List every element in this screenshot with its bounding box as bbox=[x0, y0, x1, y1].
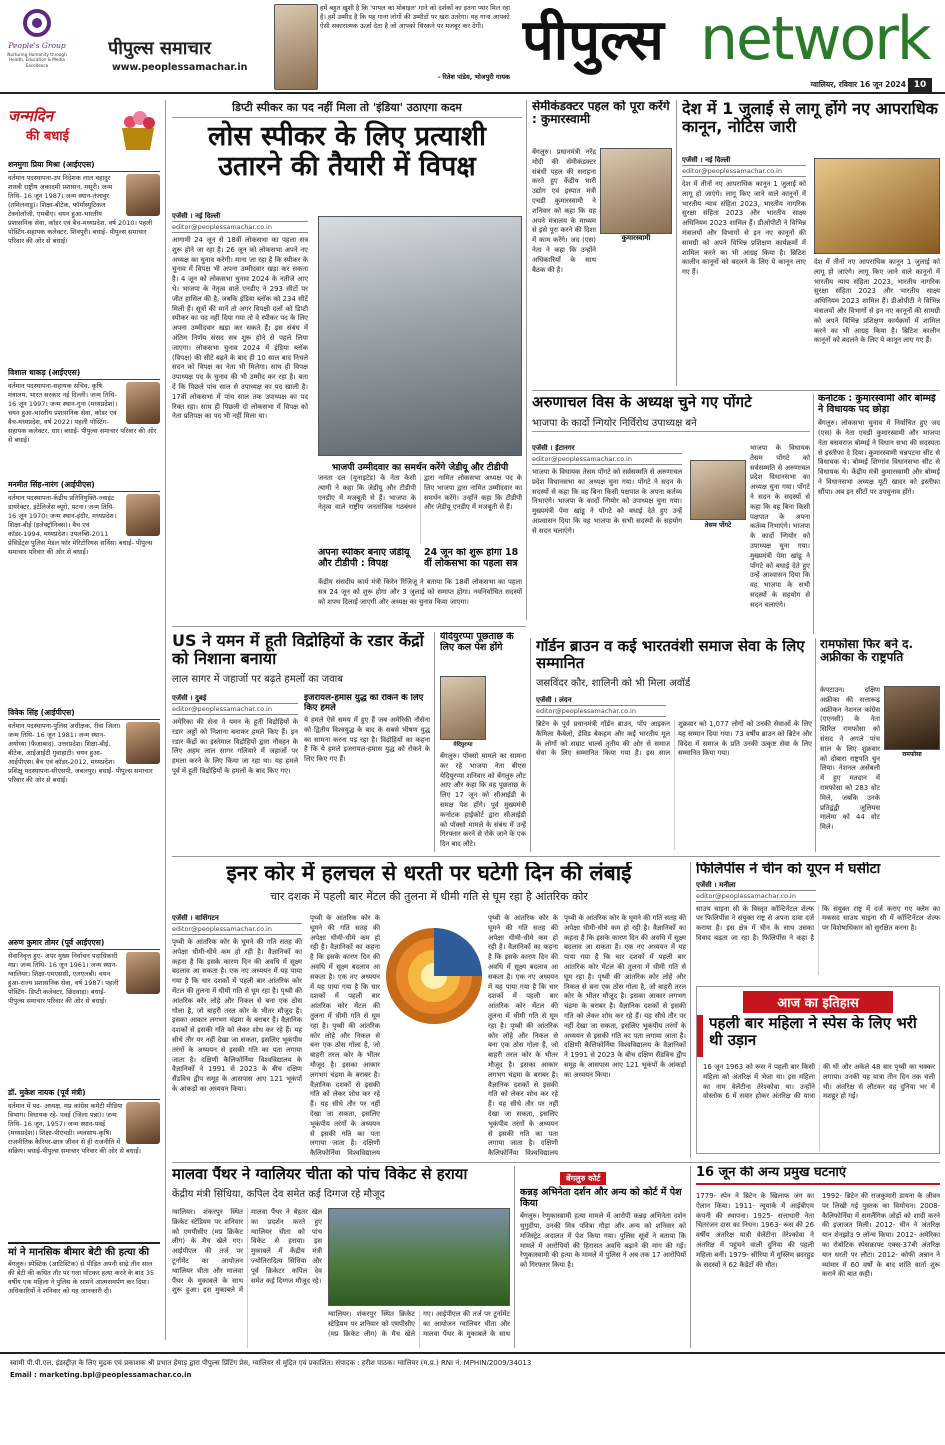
kumaraswamy-body: बेंगलुरु। प्रधानमंत्री नरेंद्र मोदी की सेमीकंडक्टर संबंधी पहल की सराहना करते हुए केंद्रीय भारी उद्योग एवं इस्पात मंत्री एचडी कुमारस्वामी ने शनिवार को कहा कि वह अपने मंत्रालय के माध्यम से इसे पूरा करने की दिशा में काम करेंगे। जद (एस) नेता ने कहा कि उन्होंने अधिकारियों के साथ बैठक की है। bbox=[532, 148, 596, 274]
core-kicker: चार दशक में पहली बार मेंटल की तुलना में धीमी गति से घूम रहा है आंतरिक कोर bbox=[270, 889, 588, 903]
kumaraswamy-photo-label: कुमारस्वामी bbox=[600, 234, 672, 243]
philippines-body: साउथ चाइना सी के विस्तृत कॉन्टिनेंटल शेल्फ पर फिलिपींस ने संयुक्त राष्ट्र से अपना दावा दर्ज कराया है। इस क्षेत्र में चीन के साथ उसका विवाद बढ़ता जा रहा है। फिलिपींस ने कहा है कि संयुक्त राष्ट्र में दर्ज कराए गए क्लेम का मकसद साउथ चाइना सी में कॉन्टिनेंटल शेल्फ पर विशेषाधिकार को सुरक्षित करना है। bbox=[696, 904, 940, 943]
earth-core-illustration bbox=[384, 926, 484, 1026]
divider bbox=[434, 632, 435, 852]
mother-story bbox=[8, 1242, 160, 1336]
lok-photo-caption: भाजपी उम्मीदवार का समर्थन करेंगे जेडीयू और टीडीपी bbox=[331, 463, 509, 473]
ramaphosa-body: केपटाउन। दक्षिण अफ्रीका की सत्तारूढ़ अफ्रीकन नेशनल कांग्रेस (एएनसी) के नेता सिरिल रामफोसा को संसद ने अगले पांच साल के लिए शुक्रवार को दोबारा राष्ट्रपति चुन लिया। नेशनल असेंबली में हुए मतदान में रामफोसा को 283 वोट मिले, जबकि उनके प्रतिद्वंद्वी जूलियस मालेमा को 44 वोट मिले। bbox=[820, 686, 880, 832]
group-tagline: Nurturing Humanity through Health, Education & Media Excellence bbox=[7, 52, 67, 68]
ramaphosa-photo-label: रामफोसा bbox=[902, 751, 922, 758]
pongte-photo-label: तेसम पोंगटे bbox=[704, 521, 732, 529]
birthday-entry bbox=[8, 938, 160, 1080]
cricket-body: ग्वालियर। शंकरपुर स्थित क्रिकेट स्टेडियम पर शनिवार को एमपीसीए (मप्र क्रिकेट लीग) के मैच खेले गए। आईपीएल की तर्ज पर टूर्नामेंट का आयोजन ग्वालियर चीता और मालवा पैंथर के मुकाबले के साथ शुरू हुआ। इस मुकाबले में मालवा पैंथर ने बेहतर खेल का प्रदर्शन करते हुए ग्वालियर चीता को पांच विकेट से हराया। इस मुकाबले में केंद्रीय मंत्री ज्योतिरादित्य सिंधिया और पूर्व क्रिकेटर कपिल देव समेत कई दिग्गज मौजूद रहे। bbox=[172, 1208, 322, 1295]
portrait-photo bbox=[126, 1102, 160, 1144]
history-banner: आज का इतिहास bbox=[743, 991, 893, 1013]
mother-story-headline: मां ने मानसिक बीमार बेटी की हत्या की bbox=[8, 1247, 150, 1258]
history-headline: पहली बार महिला ने स्पेस के लिए भरी थी उड़ान bbox=[709, 1015, 917, 1049]
singer-photo bbox=[274, 4, 318, 90]
philippines-byline: एजेंसी । मनीला bbox=[696, 880, 736, 889]
lok-headline: लोस स्पीकर के लिए प्रत्याशी उतारने की तैयारी में विपक्ष bbox=[208, 121, 486, 183]
us-body: अमेरिका की सेना ने यमन के हूती विद्रोहियों के रडार अड्डों को निशाना बनाकर हमले किए हैं। इन रडार केंद्रों का इस्तेमाल विद्रोहियों द्वारा नौवहन के लिए अहम लाल सागर गलियारे में जहाजों पर हमला करने के लिए किया जा रहा था। यह हमले पूर्व में हूती विद्रोहियों के हमलों के बाद किए गए। bbox=[172, 718, 298, 775]
arunachal-text-block bbox=[532, 444, 682, 634]
darshan-body: बेंगलुरु। रेणुकास्वामी हत्या मामले में आरोपी कन्नड़ अभिनेता दर्शन थुगुदीपा, उनकी मित्र पवित्रा गौड़ा और अन्य को शनिवार को मजिस्ट्रेट अदालत में पेश किया गया। पुलिस सूत्रों ने बताया कि मामले में आरोपियों की हिरासत अवधि बढ़ाने की मांग की गई। रेणुकास्वामी की हत्या के मामले में पुलिस ने अब तक 17 आरोपियों को गिरफ्तार किया है। bbox=[520, 1212, 686, 1270]
arunachal-body: भाजपा के विधायक तेसम पोंगटे को सर्वसम्मति से अरुणाचल प्रदेश विधानसभा का अध्यक्ष चुना गया। पोंगटे ने सदन के सदस्यों से कहा कि वह बिना किसी पक्षपात के अपना कर्तव्य निभाएंगे। भाजपा के कार्दो न्गियोर को उपाध्यक्ष चुना गया। मुख्यमंत्री पेमा खांडू ने पोंगटे को बधाई देते हुए उन्हें आश्वासन दिया कि वह भाजपा के सभी सदस्यों के सहयोग से सदन चलाएंगे। bbox=[532, 468, 682, 535]
birthday-header bbox=[8, 106, 160, 156]
birthday-name: शनमुगा प्रिया मिश्रा (आईएएस) bbox=[8, 160, 160, 172]
ramaphosa-story bbox=[820, 638, 940, 852]
arunachal-story bbox=[532, 394, 810, 634]
birthday-text: वर्तमान पदस्थापना-सहायक सचिव, कृषि मंत्रालय, भारत सरकार नई दिल्ली। जन्म तिथि- 16 जून 1997। जन्म स्थान-गुना (मध्यप्रदेश)। चयन हुआ-भारतीय प्रशासनिक सेवा, कॉडर एवं बैच-मध्यप्रदेश, वर्ष 2022। पहली पोस्टिंग-सहायक कलेक्टर, धार। बधाई- पीपुल्स समाचार परिवार की ओर से बधाई। bbox=[8, 382, 157, 444]
birthday-text: वर्तमान पदस्थापना-उप निदेशक लाल बहादुर शास्त्री राष्ट्रीय अकादमी प्रशासन, मसूरी। जन्म तिथि- 16 जून 1987। जन्म स्थान-तंजावुर (तमिलनाडु)। शिक्षा-बीटेक, फॉर्मास्युटिकल टेक्नोलॉजी, एमबीए। चयन हुआ-भारतीय प्रशासनिक सेवा, कॉडर एवं बैच-मध्यप्रदेश, वर्ष 2010। पहली पोस्टिंग-सहायक कलेक्टर, शिवपुरी। बधाई- पीपुल्स समाचार परिवार की ओर से बधाई। bbox=[8, 174, 153, 245]
inner-core-story bbox=[172, 862, 686, 1158]
divider bbox=[676, 100, 677, 386]
quote-box bbox=[320, 4, 510, 90]
divider bbox=[172, 626, 526, 627]
ramaphosa-photo bbox=[884, 686, 940, 750]
arunachal-kicker: भाजपा के कार्दो न्गियोर निर्विरोध उपाध्यक्ष बने bbox=[532, 415, 810, 432]
arunachal-headline: अरुणाचल विस के अध्यक्ष चुने गए पोंगटे bbox=[532, 394, 752, 411]
philippines-email[interactable]: editor@peoplessamachar.co.in bbox=[696, 890, 816, 902]
divider bbox=[526, 100, 527, 620]
core-email[interactable]: editor@peoplessamachar.co.in bbox=[172, 923, 302, 935]
gordon-body: ब्रिटेन के पूर्व प्रधानमंत्री गॉर्डन ब्राउन, पॉप आइकन कैमिला कैबेलो, डेविड बेकहम और कई भारतीय मूल के लोगों को सम्राट चार्ल्स तृतीय की ओर से समाज सेवा के लिए सम्मानित किया गया है। इस साल शुक्रवार को 1,077 लोगों को उनकी सेवाओं के लिए यह सम्मान दिया गया। 73 वर्षीय ब्राउन को ब्रिटेन और विदेश में समाज के प्रति उनकी उत्कृष्ट सेवा के लिए सम्मानित किया गया। bbox=[536, 720, 812, 758]
divider bbox=[172, 1162, 940, 1163]
paper-name-text: पीपुल्स समाचार bbox=[108, 38, 211, 59]
us-sub-block bbox=[304, 694, 430, 852]
us-byline: एजेंसी । दुबई bbox=[172, 694, 207, 702]
mother-story-body: बेंगलुरु। स्पेस्टिक (आटिस्टिक) से पीड़ित अपनी साढ़े तीन साल की बेटी की कथित तौर पर गला घोंटकर हत्या करने के बाद 35 वर्षीय एक महिला ने पुलिस के सामने आत्मसमर्पण कर दिया। अधिकारियों ने शनिवार को यह जानकारी दी। bbox=[8, 1260, 155, 1296]
footer-contact[interactable]: Email : marketing.bpl@peoplessamachar.co.in bbox=[10, 1370, 192, 1379]
birthday-text: वर्तमान पदस्थापना-केंद्रीय प्रतिनियुक्ति-ज्वाइंट डायरेक्टर, इंटेलिजेंस ब्यूरो, पटना। जन्म तिथि- 16 जून 1970। जन्म स्थान-इंदौर, मध्यप्रदेश। शिक्षा-बीई (इलेक्ट्रॉनिक्स)। बैच एवं कॉडर-1994, मध्यप्रदेश। उपलब्धि-2011 प्रेसिडेंट्स पुलिस मेडल फॉर मेरिटोरियस सर्विस। बधाई- पीपुल्स समाचार परिवार की ओर से बधाई। bbox=[8, 494, 153, 556]
lok-subhead-2: 24 जून को शुरू होगा 18 वीं लोकसभा का पहला सत्र bbox=[424, 548, 519, 569]
gift-basket-icon bbox=[118, 108, 158, 152]
birthday-entry bbox=[8, 368, 160, 472]
lok-sub-body-2: केंद्रीय संसदीय कार्य मंत्री किरेन रिजिजू ने बताया कि 18वीं लोकसभा का पहला सत्र 24 जून को शुरू होगा और 3 जुलाई को समाप्त होगा। नवनिर्वाचित सदस्यों को शपथ दिलाई जाएगी और अध्यक्ष का चुनाव किया जाएगा। bbox=[318, 578, 522, 606]
masthead bbox=[0, 0, 945, 94]
gordon-email[interactable]: editor@peoplessamachar.co.in bbox=[536, 705, 666, 717]
history-body: 16 जून 1963 को रूस ने पहली बार किसी महिला को अंतरिक्ष में भेजा था। इस महिला का नाम वेलेंटीना तेरेश्कोवा था। उन्होंने वोस्तोक 6 में सवार होकर अंतरिक्ष की यात्रा की थी और अकेले 48 बार पृथ्वी का चक्कर लगाया। उनकी यह यात्रा तीन दिन तक चली थी। अंतरिक्ष से लौटकर वह दुनिया भर में मशहूर हो गईं। bbox=[703, 1063, 935, 1101]
arunachal-body-side: भाजपा के विधायक तेसम पोंगटे को सर्वसम्मति से अरुणाचल प्रदेश विधानसभा का अध्यक्ष चुना गया। पोंगटे ने सदन के सदस्यों से कहा कि वह बिना किसी पक्षपात के अपना कर्तव्य निभाएंगे। भाजपा के कार्दो न्गियोर को उपाध्यक्ष चुना गया। मुख्यमंत्री पेमा खांडू ने पोंगटे को बधाई देते हुए उन्हें आश्वासन दिया कि वह भाजपा के सभी सदस्यों के सहयोग से सदन चलाएंगे। bbox=[750, 444, 810, 609]
core-byline: एजेंसी । वाशिंगटन bbox=[172, 914, 219, 922]
gordon-brown-story bbox=[536, 638, 812, 852]
gordon-byline: एजेंसी । लंदन bbox=[536, 696, 572, 704]
group-name: People's Group bbox=[8, 41, 66, 50]
history-box bbox=[696, 986, 940, 1154]
portrait-photo bbox=[126, 382, 160, 424]
kumaraswamy-photo bbox=[600, 148, 672, 234]
divider bbox=[530, 638, 531, 852]
laws-byline: एजेंसी । नई दिल्ली bbox=[682, 156, 731, 164]
cricket-body-bottom: ग्वालियर। शंकरपुर स्थित क्रिकेट स्टेडियम पर शनिवार को एमपीसीए (मप्र क्रिकेट लीग) के मैच खेले गए। आईपीएल की तर्ज पर टूर्नामेंट का आयोजन ग्वालियर चीता और मालवा पैंथर के मुकाबले के साथ bbox=[328, 1310, 510, 1338]
core-body-right: पृथ्वी के आंतरिक कोर के घूमने की गति सतह की अपेक्षा धीमी-धीमे कम हो रही है। वैज्ञानिकों का कहना है कि इसके कारण दिन की अवधि में सूक्ष्म बदलाव आ सकता है। एक नए अध्ययन में यह पाया गया है कि चार दशकों में पहली बार आंतरिक कोर मेंटल की तुलना में धीमी गति से घूम रहा है। पृथ्वी की आंतरिक कोर लोहे और निकल से बना एक ठोस गोला है, जो बाहरी तरल कोर के भीतर मौजूद है। इसका आकार लगभग चंद्रमा के बराबर है। वैज्ञानिक दशकों से इसकी गति को लेकर शोध कर रहे हैं। यह सीधे तौर पर नहीं देखा जा सकता, इसलिए भूकंपीय तरंगों के अध्ययन से इसकी गति का पता लगाया जाता है। दक्षिणी कैलिफोर्निया विश्वविद्यालय के वैज्ञानिकों ने 1991 से 2023 के बीच दक्षिण सैंडविच द्वीप समूह के आसपास आए 121 भूकंपों के आंकड़ों का अध्ययन किया। bbox=[564, 914, 686, 1079]
birthday-entry bbox=[8, 1088, 160, 1236]
dateline: ग्वालियर, रविवार 16 जून 2024 bbox=[810, 80, 906, 89]
lok-subhead-1: अपना स्पीकर बनाएं जेडीयू और टीडीपी : विपक्ष bbox=[318, 548, 410, 569]
divider bbox=[813, 394, 814, 634]
laws-body-continued: देश में तीनों नए आपराधिक कानून 1 जुलाई को लागू हो जाएंगे। लागू किए जाने वाले कानूनों में भारतीय न्याय संहिता 2023, भारतीय नागरिक सुरक्षा संहिता 2023 और भारतीय साक्ष्य अधिनियम 2023 शामिल हैं। डीओपीटी ने विभिन्न मंत्रालयों और विभागों से इन नए कानूनों की सामग्री को अपने विभिन्न प्रशिक्षण कार्यक्रमों में शामिल करने का भी आग्रह किया है। ब्रिटिश कालीन कानूनों को बदलने के लिए ये कानून लाए गए हैं। bbox=[814, 258, 940, 345]
birthday-name: विवेक सिंह (आईपीएस) bbox=[8, 708, 160, 720]
divider bbox=[815, 638, 816, 852]
criminal-laws-story bbox=[682, 100, 940, 386]
birthday-name: मनमीत सिंह-नारंग (आईपीएस) bbox=[8, 480, 160, 492]
divider bbox=[690, 1166, 691, 1348]
yeddyurappa-photo bbox=[440, 676, 486, 740]
cricket-story bbox=[172, 1166, 510, 1348]
kumaraswamy-story bbox=[532, 100, 672, 386]
birthday-text: सेवानिवृत्त हुए- अपर मुख्य निर्वाचन पदाधिकारी मप्र। जन्म तिथि- 16 जून 1961। जन्म स्थान-ग्वालियर। शिक्षा-एमएससी, एलएलबी। चयन हुआ-राज्य प्रशासनिक सेवा, वर्ष 1987। पहली पोस्टिंग- डिप्टी कलेक्टर, छिंदवाड़ा। बधाई- पीपुल्स समाचार परिवार की ओर से बधाई। bbox=[8, 952, 119, 1005]
birthday-entry bbox=[8, 708, 160, 930]
us-headline: US ने यमन में हूती विद्रोहियों के रडार केंद्रों को निशाना बनाया bbox=[172, 632, 424, 668]
gavel-photo bbox=[814, 158, 940, 254]
divider bbox=[532, 390, 940, 391]
lok-kicker: डिप्टी स्पीकर का पद नहीं मिला तो 'इंडिया' उठाएगा कदम bbox=[172, 100, 522, 118]
cricket-headline: मालवा पैंथर ने ग्वालियर चीता को पांच विकेट से हराया bbox=[172, 1166, 468, 1183]
yeddy-photo-label: येदियुरप्पा bbox=[453, 742, 473, 748]
portrait-photo bbox=[126, 952, 160, 994]
yeddy-headline: येदियुरप्पा पूछताछ के लिए कल पेश होंगे bbox=[440, 632, 514, 653]
divider bbox=[172, 856, 940, 857]
lok-byline: एजेंसी । नई दिल्ली bbox=[172, 212, 221, 220]
us-kicker: लाल सागर में जहाजों पर बढ़ते हमलों का जवाब bbox=[172, 673, 343, 685]
gordon-headline: गॉर्डन ब्राउन व कई भारतवंशी समाज सेवा के लिए सम्मानित bbox=[536, 638, 805, 672]
birthday-name: विशाल धाकड़ (आईएएस) bbox=[8, 368, 160, 380]
arunachal-email[interactable]: editor@peoplessamachar.co.in bbox=[532, 453, 682, 465]
brand-network: network bbox=[700, 4, 930, 74]
us-email[interactable]: editor@peoplessamachar.co.in bbox=[172, 703, 298, 715]
events-title: 16 जून की अन्य प्रमुख घटनाएं bbox=[696, 1166, 940, 1185]
birthday-title-top: जन्मदिन bbox=[8, 107, 54, 125]
birthday-text: वर्तमान पदस्थापना-पुलिस अधीक्षक, रीवा जिला। जन्म तिथि- 16 जून 1981। जन्म स्थान-अयोध्या (फैजाबाद), उत्तरप्रदेश। शिक्षा-बीई, बीटेक, आईआईटी गुवाहाटी। चयन हुआ-आईपीएस। बैच एवं कॉडर-2012, मध्यप्रदेश। प्रशिक्षु पदस्थापना-सीएसपी, जबलपुर। बधाई- पीपुल्स समाचार परिवार की ओर से बधाई। bbox=[8, 722, 153, 784]
footer-imprint: स्वामी पी.पी.एल. इंडस्ट्रीज़ के लिए मुद्रक एवं प्रकाशक श्री प्रभात हेमाड़ द्वारा पीपुल्स प्रिंटिंग प्रेस, ग्वालियर से मुद्रित एवं प्रकाशित। संपादक : हरीश पाठक। ग्वालियर (म.प्र.) RNI नं. MPHIN/2009/34013 bbox=[10, 1359, 532, 1367]
paper-name bbox=[108, 36, 268, 60]
yeddyurappa-story bbox=[440, 632, 526, 852]
gordon-kicker: जसविंदर कौर, शालिनी को भी मिला अवॉर्ड bbox=[536, 677, 691, 689]
core-body-mid-left: पृथ्वी के आंतरिक कोर के घूमने की गति सतह की अपेक्षा धीमी-धीमे कम हो रही है। वैज्ञानिकों का कहना है कि इसके कारण दिन की अवधि में सूक्ष्म बदलाव आ सकता है। एक नए अध्ययन में यह पाया गया है कि चार दशकों में पहली बार आंतरिक कोर मेंटल की तुलना में धीमी गति से घूम रहा है। पृथ्वी की आंतरिक कोर लोहे और निकल से बना एक ठोस गोला है, जो बाहरी तरल कोर के भीतर मौजूद है। इसका आकार लगभग चंद्रमा के बराबर है। वैज्ञानिक दशकों से इसकी गति को लेकर शोध कर रहे हैं। यह सीधे तौर पर नहीं देखा जा सकता, इसलिए भूकंपीय तरंगों के अध्ययन से इसकी गति का पता लगाया जाता है। दक्षिणी कैलिफोर्निया विश्वविद्यालय bbox=[310, 914, 380, 1158]
peoples-group-logo bbox=[6, 8, 68, 90]
laws-text-block bbox=[682, 156, 806, 382]
birthday-name: डॉ. मुकेश नायक (पूर्व मंत्री) bbox=[8, 1088, 160, 1100]
portrait-photo bbox=[126, 722, 160, 764]
core-text-block bbox=[172, 914, 302, 1158]
history-title-bar bbox=[697, 1015, 703, 1057]
divider bbox=[690, 862, 691, 1158]
website[interactable]: www.peoplessamachar.in bbox=[112, 62, 248, 73]
kumaraswamy-headline: सेमीकंडक्टर पहल को पूरा करेंगे : कुमारस्वामी bbox=[532, 100, 670, 127]
karnataka-resign-body: बेंगलुरु। लोकसभा चुनाव में निर्वाचित हुए जद (एस) के नेता एचडी कुमारस्वामी और भाजपा नेता बसवराज बोम्मई ने विधान सभा की सदस्यता से इस्तीफा दे दिया। कुमारस्वामी चन्नपटना सीट से विधायक थे। बोम्मई शिग्गांव विधानसभा सीट से विधायक थे। केंद्रीय मंत्री कुमारस्वामी और बोम्मई ने विधानसभा अध्यक्ष यूटी खादर को इस्तीफा सौंपा। अब इन सीटों पर उपचुनाव होंगे। bbox=[818, 419, 940, 496]
lok-body: आगामी 24 जून से 18वीं लोकसभा का पहला सत्र शुरू होने जा रहा है। 26 जून को लोकसभा अपने नए अध्यक्ष का चुनाव करेगी। माना जा रहा है कि स्पीकर के चुनाव में विपक्ष भी अपना उम्मीदवार खड़ा कर सकता है। 4 जून को लोकसभा चुनाव 2024 के नतीजे आए थे। भाजपा के नेतृत्व वाले एनडीए ने 293 सीटों पर जीत हासिल की है, जबकि इंडिया ब्लॉक को 234 सीटें मिली हैं। सूत्रों की मानें तो अगर विपक्षी दलों को डिप्टी स्पीकर का पद नहीं दिया गया तो वे स्पीकर पद के लिए अपना उम्मीदवार खड़ा कर सकते हैं। इस संबंध में अंतिम निर्णय संसद सत्र शुरू होने से पहले लिया जाएगा। लोकसभा चुनाव 2024 में इंडिया ब्लॉक (विपक्ष) की सीटें बढ़ने के बाद ही 10 साल बाद निचले सदन को विपक्ष का नेता भी मिलेगा। साथ ही विपक्ष उपाध्यक्ष पद के चुनाव की भी उम्मीद कर रहा है। बता दें कि पिछले पांच साल से उपाध्यक्ष का पद खाली है। 17वीं लोकसभा में पांच साल तक उपाध्यक्ष का पद रिक्त रहा। साथ ही पिछली दो लोकसभा में विपक्ष को नेता प्रतिपक्ष का पद भी नहीं मिला था। bbox=[172, 236, 308, 421]
portrait-photo bbox=[126, 494, 160, 536]
laws-email[interactable]: editor@peoplessamachar.co.in bbox=[682, 165, 806, 177]
lok-email[interactable]: editor@peoplessamachar.co.in bbox=[172, 221, 308, 233]
cricket-match-photo bbox=[328, 1208, 510, 1306]
footer bbox=[0, 1352, 945, 1445]
birthday-name: अरुण कुमार तोमर (पूर्व आईएएस) bbox=[8, 938, 160, 950]
birthday-entry bbox=[8, 160, 160, 360]
quote-text: हमें बहुत ख़ुशी है कि 'पायल का मोबाइल' गाने को दर्शकों का इतना प्यार मिल रहा है। हमें उम्मीद है कि यह गाना लोगों की उम्मीदों पर खरा उतरेगा। यह गाना आपको ऐसी सकारात्मक ऊर्जा देता है जो आपको थिरकने पर मजबूर कर देगी। bbox=[320, 4, 510, 30]
birthday-entry bbox=[8, 480, 160, 700]
lok-sabha-story bbox=[172, 100, 522, 620]
birthday-column bbox=[0, 100, 166, 1340]
darshan-story bbox=[520, 1166, 686, 1348]
portrait-photo bbox=[126, 174, 160, 216]
birthday-text: वर्तमान में पद- अध्यक्ष, मप्र कांग्रेस कमेटी मीडिया विभाग। विधायक रहे- पवई (जिला पन्ना)। जन्म तिथि- 16 जून, 1957। जन्म स्थान-पवई (मध्यप्रदेश)। शिक्षा-पीएचडी। व्यवसाय-कृषि। राजनीतिक कैरियर-छात्र जीवन से ही राजनीति में सक्रिय। बधाई-पीपुल्स समाचार परिवार की ओर से बधाई। bbox=[8, 1102, 142, 1155]
cricket-kicker: केंद्रीय मंत्री सिंधिया, कपिल देव समेत कई दिग्गज रहे मौजूद bbox=[172, 1188, 385, 1200]
gordon-text-block bbox=[536, 696, 812, 852]
birthday-title-bottom: की बधाई bbox=[26, 129, 70, 144]
ramaphosa-headline: रामफोसा फिर बने द. अफ्रीका के राष्ट्रपति bbox=[820, 638, 914, 665]
darshan-headline: कन्नड़ अभिनेता दर्शन और अन्य को कोर्ट में पेश किया bbox=[520, 1187, 682, 1209]
opposition-leaders-photo bbox=[318, 216, 522, 456]
laws-body: देश में तीनों नए आपराधिक कानून 1 जुलाई को लागू हो जाएंगे। लागू किए जाने वाले कानूनों में भारतीय न्याय संहिता 2023, भारतीय नागरिक सुरक्षा संहिता 2023 और भारतीय साक्ष्य अधिनियम 2023 शामिल हैं। डीओपीटी ने विभिन्न मंत्रालयों और विभागों से इन नए कानूनों की सामग्री को अपने विभिन्न प्रशिक्षण कार्यक्रमों में शामिल करने का भी आग्रह किया है। ब्रिटिश कालीन कानूनों को बदलने के लिए ये कानून लाए गए हैं। bbox=[682, 180, 806, 277]
karnataka-resign-headline: कर्नाटक : कुमारस्वामी और बोम्मई ने विधायक पद छोड़ा bbox=[818, 394, 936, 415]
karnataka-resign-story bbox=[818, 394, 940, 634]
us-subhead: इजरायल-हमास युद्ध को रोकने के लिए किए हमले bbox=[304, 694, 424, 713]
core-body-mid-right: पृथ्वी के आंतरिक कोर के घूमने की गति सतह की अपेक्षा धीमी-धीमे कम हो रही है। वैज्ञानिकों का कहना है कि इसके कारण दिन की अवधि में सूक्ष्म बदलाव आ सकता है। एक नए अध्ययन में यह पाया गया है कि चार दशकों में पहली बार आंतरिक कोर मेंटल की तुलना में धीमी गति से घूम रहा है। पृथ्वी की आंतरिक कोर लोहे और निकल से बना एक ठोस गोला है, जो बाहरी तरल कोर के भीतर मौजूद है। इसका आकार लगभग चंद्रमा के बराबर है। वैज्ञानिक दशकों से इसकी गति को लेकर शोध कर रहे हैं। यह सीधे तौर पर नहीं देखा जा सकता, इसलिए भूकंपीय तरंगों के अध्ययन से इसकी गति का पता लगाया जाता है। दक्षिणी कैलिफोर्निया विश्वविद्यालय bbox=[488, 914, 558, 1158]
quote-author: - रितेश पांडेय, भोजपुरी गायक bbox=[437, 73, 510, 81]
brand-hindi: पीपुल्स bbox=[522, 8, 664, 73]
pongte-photo bbox=[690, 460, 746, 520]
darshan-tag: बेंगलुरु कोर्ट bbox=[560, 1172, 606, 1185]
page-number: 10 bbox=[908, 78, 932, 92]
yeddy-body: बेंगलुरु। पॉक्सो मामले का सामना कर रहे भाजपा नेता बीएस येदियुरप्पा शनिवार को बेंगलुरु लौट आए और कहा कि वह पूछताछ के लिए 17 जून को सीआईडी के समक्ष पेश होंगे। पूर्व मुख्यमंत्री कर्नाटक हाईकोर्ट द्वारा सीआईडी को पॉक्सो मामले के संबंध में उन्हें गिरफ्तार करने से रोके जाने के एक दिन बाद लौटे। bbox=[440, 752, 526, 849]
lok-text-block bbox=[172, 212, 308, 617]
arunachal-byline: एजेंसी । ईटानगर bbox=[532, 444, 575, 452]
us-text-block bbox=[172, 694, 298, 852]
core-headline: इनर कोर में हलचल से धरती पर घटेगी दिन की लंबाई bbox=[226, 862, 632, 885]
events-left: 1779- स्पेन ने ब्रिटेन के खिलाफ जंग का ऐलान किया। 1911- न्यूयार्क में आईबीएम कंपनी की स्थापना। 1925- सत्ताधारी नेता चितरंजन दास का निधन। 1963- रूस की 26 वर्षीय अंतरिक्ष यात्री वेलेंटीना तेरेश्कोवा ने अंतरिक्ष में पहुंचने वाली दुनिया की पहली महिला बनीं। 1979- सीरिया में मुस्लिम ब्रदरहुड के सदस्यों ने 62 कैडेटों की मौत। bbox=[696, 1192, 814, 1269]
us-yemen-story bbox=[172, 632, 430, 852]
group-logo-icon bbox=[22, 8, 52, 38]
philippines-story bbox=[696, 862, 940, 982]
events-right: 1992- ब्रिटेन की राजकुमारी डायना के जीवन पर लिखी गई पुस्तक का विमोचन। 2008- कैलिफोर्निया में समलैंगिक जोड़ों को शादी करने की इजाजत मिली। 2012- चीन ने अंतरिक्ष यान शेनझोउ 9 लॉन्च किया। 2012- अमेरिका का रोबोटिक स्पेसक्राफ्ट एक्स-37बी अंतरिक्ष यान धरती पर लौटा। 2012- कोफी अन्नान ने म्यांमार में 60 वर्षों के बाद शांति वार्ता शुरू कराने की बात कही। bbox=[822, 1192, 940, 1279]
laws-headline: देश में 1 जुलाई से लागू होंगे नए आपराधिक कानून, नोटिस जारी bbox=[682, 100, 938, 136]
core-body: पृथ्वी के आंतरिक कोर के घूमने की गति सतह की अपेक्षा धीमी-धीमे कम हो रही है। वैज्ञानिकों का कहना है कि इसके कारण दिन की अवधि में सूक्ष्म बदलाव आ सकता है। एक नए अध्ययन में यह पाया गया है कि चार दशकों में पहली बार आंतरिक कोर मेंटल की तुलना में धीमी गति से घूम रहा है। पृथ्वी की आंतरिक कोर लोहे और निकल से बना एक ठोस गोला है, जो बाहरी तरल कोर के भीतर मौजूद है। इसका आकार लगभग चंद्रमा के बराबर है। वैज्ञानिक दशकों से इसकी गति को लेकर शोध कर रहे हैं। यह सीधे तौर पर नहीं देखा जा सकता, इसलिए भूकंपीय तरंगों के अध्ययन से इसकी गति का पता लगाया जाता है। दक्षिणी कैलिफोर्निया विश्वविद्यालय के वैज्ञानिकों ने 1991 से 2023 के बीच दक्षिण सैंडविच द्वीप समूह के आसपास आए 121 भूकंपों के आंकड़ों का अध्ययन किया। bbox=[172, 938, 302, 1093]
divider bbox=[514, 1166, 515, 1348]
lok-sub-body: जनता दल (यूनाइटेड) के नेता केसी त्यागी ने कहा कि जेडीयू और टीडीपी एनडीए में मजबूती से हैं। भाजपा के नेतृत्व वाले राष्ट्रीय जनतांत्रिक गठबंधन द्वारा नामित लोकसभा अध्यक्ष पद के लिए भाजपा द्वारा नामित उम्मीदवार का समर्थन करेंगे। उन्होंने कहा कि टीडीपी और जेडीयू एनडीए में मजबूती से हैं। bbox=[318, 474, 522, 512]
philippines-headline: फिलिपींस ने चीन को यूएन में घसीटा bbox=[696, 862, 881, 877]
us-sub-body: ये हमले ऐसे समय में हुए हैं जब अमेरिकी नौसेना को द्वितीय विश्वयुद्ध के बाद के सबसे भीषण युद्ध का सामना करना पड़ रहा है। विद्रोहियों का कहना है कि ये हमले इजरायल-हमास युद्ध को रोकने के लिए किए गए हैं। bbox=[304, 716, 430, 764]
events-box bbox=[696, 1166, 940, 1348]
